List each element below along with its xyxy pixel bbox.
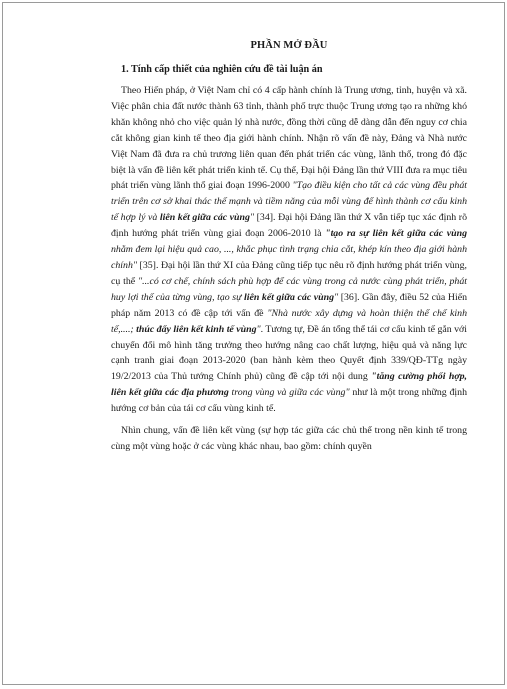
text-run: [35]. Đại hội lần thứ XI của Đảng cũng tiếp tục nêu rõ định hướng phát triển vùng, cụ thể — [111, 259, 467, 287]
text-run: Theo Hiến pháp, ở Việt Nam chỉ có 4 cấp hành chính là Trung ương, tỉnh, huyện và xã. Việc phân chia đất nước thành 63 tỉnh, thành phố trực thuộc Trung ương tạo ra những khó khăn không nhỏ cho việc quản lý nhà nước, đồng thời cũng dễ dàng dẫn đến nguy cơ chia cắt không gian kinh tế theo địa giới hành chính. Nhận rõ vấn đề này, Đảng và Nhà nước Việt Nam đã đưa ra chủ trương liên quan đến phát triển các vùng, lãnh thổ, trong đó đặc biệt là vấn đề liên kết phát triển kinh tế. Cụ thể, Đại hội Đảng lần thứ VIII đưa ra mục tiêu phát triển vùng lãnh thổ giai đoạn 1996-2000 — [111, 85, 467, 192]
emphasis-run: "tăng cường phối hợp, liên kết giữa các địa phương — [111, 371, 467, 399]
document-heading: PHẦN MỞ ĐẦU — [250, 40, 328, 51]
quote-run: nhằm đem lại hiệu quả cao, ..., khắc phục tình trạng chia cắt, khép kín theo địa giới hành chính" — [111, 244, 467, 271]
emphasis-run: liên kết giữa các vùng — [244, 291, 335, 303]
quote-run: trong vùng và giữa các vùng" — [228, 387, 350, 399]
quote-run: " — [249, 212, 255, 224]
quote-run: " — [256, 323, 261, 335]
section-title: 1. Tính cấp thiết của nghiên cứu đề tài luận án — [121, 64, 323, 75]
text-run: [34]. Đại hội Đảng lần thứ X vẫn tiếp tục xác định rõ định hướng phát triển vùng giai đoạn 2006-2010 là — [111, 212, 467, 240]
text-run: . Tương tự, Đề án tổng thể tái cơ cấu kinh tế gắn với chuyển đổi mô hình tăng trưởng theo hướng nâng cao chất lượng, hiệu quả và năng lực cạnh tranh giai đoạn 2013-2020 (ban hành kèm theo Quyết định 339/QĐ-TTg ngày 19/2/2013 của Thủ tướng Chính phủ) cũng đề cập tới nội dung — [111, 323, 467, 383]
quote-run: "Tạo điều kiện cho tất cả các vùng đều phát triển trên cơ sở khai thác thế mạnh và tiềm năng của mỗi vùng để hình thành cơ cấu kinh tế hợp lý và — [111, 180, 467, 224]
text-run: như là một trong những định hướng cơ bản của tái cơ cấu vùng kinh tế. — [111, 387, 467, 415]
quote-run: " — [334, 291, 339, 303]
paragraph-2: Nhìn chung, vấn đề liên kết vùng (sự hợp tác giữa các chủ thể trong nền kinh tế trong cùng một vùng hoặc ở các vùng khác nhau, bao gồm: chính quyền — [111, 425, 467, 452]
paragraph-1 — [111, 83, 467, 417]
document-page — [2, 2, 505, 685]
emphasis-run: liên kết giữa các vùng — [159, 212, 250, 224]
quote-run: "Nhà nước xây dựng và hoàn thiện thể chế kinh tế,....; — [111, 307, 467, 335]
text-run: [36]. Gần đây, điều 52 của Hiến pháp năm 2013 có đề cập tới vấn đề — [111, 291, 468, 319]
page-content — [111, 39, 467, 455]
emphasis-run: thúc đẩy liên kết kinh tế vùng — [136, 323, 257, 335]
emphasis-run: "tạo ra sự liên kết giữa các vùng — [325, 228, 467, 240]
quote-run: "...có cơ chế, chính sách phù hợp để các vùng trong cả nước cùng phát triển, phát huy lợi thế của từng vùng, tạo sự — [111, 275, 467, 303]
